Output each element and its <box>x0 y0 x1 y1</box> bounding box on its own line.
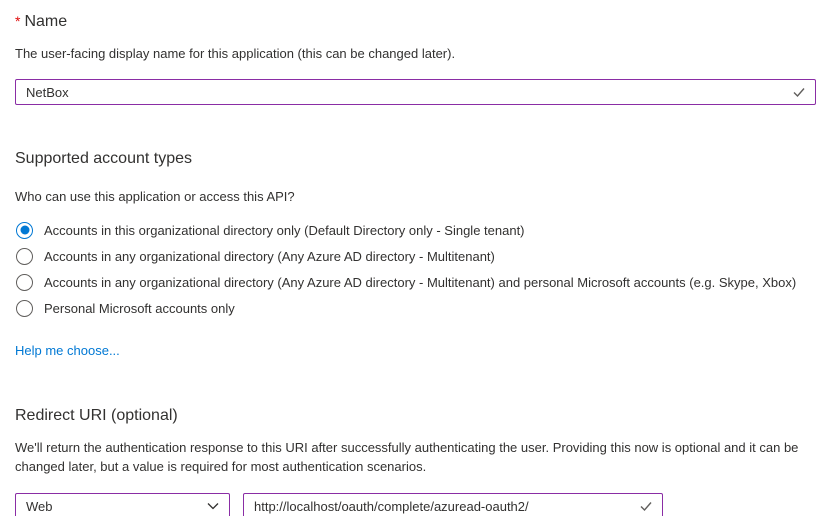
radio-option-label: Accounts in this organizational directory only (Default Directory only - Single tenant) <box>44 222 525 238</box>
radio-option-multitenant[interactable] <box>15 243 816 269</box>
platform-select[interactable] <box>15 493 230 516</box>
chevron-down-icon <box>206 499 220 513</box>
radio-option-label: Personal Microsoft accounts only <box>44 300 235 316</box>
name-section-title <box>15 10 816 33</box>
account-types-section <box>15 148 816 360</box>
name-input-wrap <box>15 79 816 105</box>
uri-input-wrap <box>243 493 663 516</box>
radio-button-icon[interactable] <box>16 300 33 317</box>
account-types-title: Supported account types <box>15 150 193 167</box>
radio-button-icon[interactable] <box>16 248 33 265</box>
radio-option-label: Accounts in any organizational directory (Any Azure AD directory - Multitenant) and personal Microsoft accounts (e.g. Skype, Xbox) <box>44 274 797 290</box>
help-me-choose-link[interactable]: Help me choose... <box>15 343 120 358</box>
name-description: The user-facing display name for this application (this can be changed later). <box>15 46 456 61</box>
name-section <box>15 10 816 105</box>
radio-option-multitenant-personal[interactable] <box>15 269 816 295</box>
radio-option-label: Accounts in any organizational directory (Any Azure AD directory - Multitenant) <box>44 248 495 264</box>
redirect-uri-description: We'll return the authentication response to this URI after successfully authenticating the user. Providing this now is optional and it can be changed later, but a value is required for most authentication scenarios. <box>15 440 799 474</box>
redirect-uri-input[interactable] <box>243 493 663 516</box>
redirect-uri-row <box>15 493 816 516</box>
redirect-uri-title: Redirect URI (optional) <box>15 407 178 424</box>
required-asterisk: * <box>15 13 21 29</box>
name-title-text: Name <box>24 13 68 30</box>
radio-button-icon[interactable] <box>16 274 33 291</box>
radio-option-single-tenant[interactable] <box>15 217 816 243</box>
redirect-uri-section <box>15 405 816 516</box>
name-input[interactable] <box>15 79 816 105</box>
radio-option-personal-only[interactable] <box>15 295 816 321</box>
radio-button-icon[interactable] <box>16 222 33 239</box>
account-types-question: Who can use this application or access this API? <box>15 189 295 204</box>
account-types-radio-group <box>15 217 816 321</box>
platform-select-value: Web <box>26 498 53 514</box>
